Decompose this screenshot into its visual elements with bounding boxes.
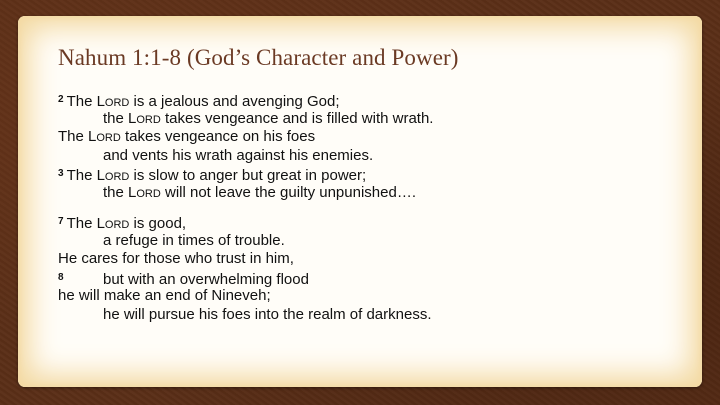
divine-name: Lord bbox=[128, 183, 161, 201]
divine-name: Lord bbox=[88, 128, 121, 145]
verse-number: 3 bbox=[58, 168, 64, 179]
verse-line bbox=[58, 128, 678, 147]
verse-line bbox=[58, 110, 678, 129]
verse-text: is slow to anger but great in power; bbox=[129, 167, 367, 184]
verse-text: and vents his wrath against his enemies. bbox=[103, 146, 374, 164]
stanza bbox=[58, 91, 678, 202]
verse-text: takes vengeance on his foes bbox=[120, 128, 316, 145]
scripture-text bbox=[58, 91, 678, 324]
verse-number: 7 bbox=[58, 216, 64, 227]
verse-text: The bbox=[66, 215, 97, 232]
verse-text: is a jealous and avenging God; bbox=[129, 93, 340, 110]
verse-text: he will pursue his foes into the realm of darkness. bbox=[103, 305, 432, 323]
stanza bbox=[58, 213, 678, 324]
verse-text: but with an overwhelming flood bbox=[103, 270, 309, 288]
verse-line bbox=[58, 269, 678, 288]
verse-text: takes vengeance and is filled with wrath. bbox=[160, 109, 434, 127]
divine-name: Lord bbox=[96, 93, 130, 110]
verse-line bbox=[58, 306, 678, 325]
divine-name: Lord bbox=[96, 167, 130, 184]
verse-text: the bbox=[103, 109, 129, 127]
verse-text: will not leave the guilty unpunished…. bbox=[160, 183, 416, 201]
verse-number: 2 bbox=[58, 94, 64, 105]
divine-name: Lord bbox=[96, 215, 130, 232]
verse-text: he will make an end of Nineveh; bbox=[58, 287, 271, 304]
slide-title: Nahum 1:1-8 (God’s Character and Power) bbox=[58, 45, 459, 70]
verse-line bbox=[58, 287, 678, 306]
verse-text: He cares for those who trust in him, bbox=[58, 250, 294, 267]
verse-text: the bbox=[103, 183, 129, 201]
verse-line bbox=[58, 165, 678, 184]
verse-text: The bbox=[66, 93, 97, 110]
divine-name: Lord bbox=[128, 109, 161, 127]
verse-number: 8 bbox=[58, 271, 64, 283]
verse-text: is good, bbox=[129, 215, 187, 232]
verse-line bbox=[58, 147, 678, 166]
verse-text: a refuge in times of trouble. bbox=[103, 231, 285, 249]
verse-text: The bbox=[66, 167, 97, 184]
verse-line bbox=[58, 250, 678, 269]
verse-text: The bbox=[58, 128, 89, 145]
verse-line bbox=[58, 91, 678, 110]
verse-line bbox=[58, 213, 678, 232]
verse-line bbox=[58, 232, 678, 251]
verse-line bbox=[58, 184, 678, 203]
